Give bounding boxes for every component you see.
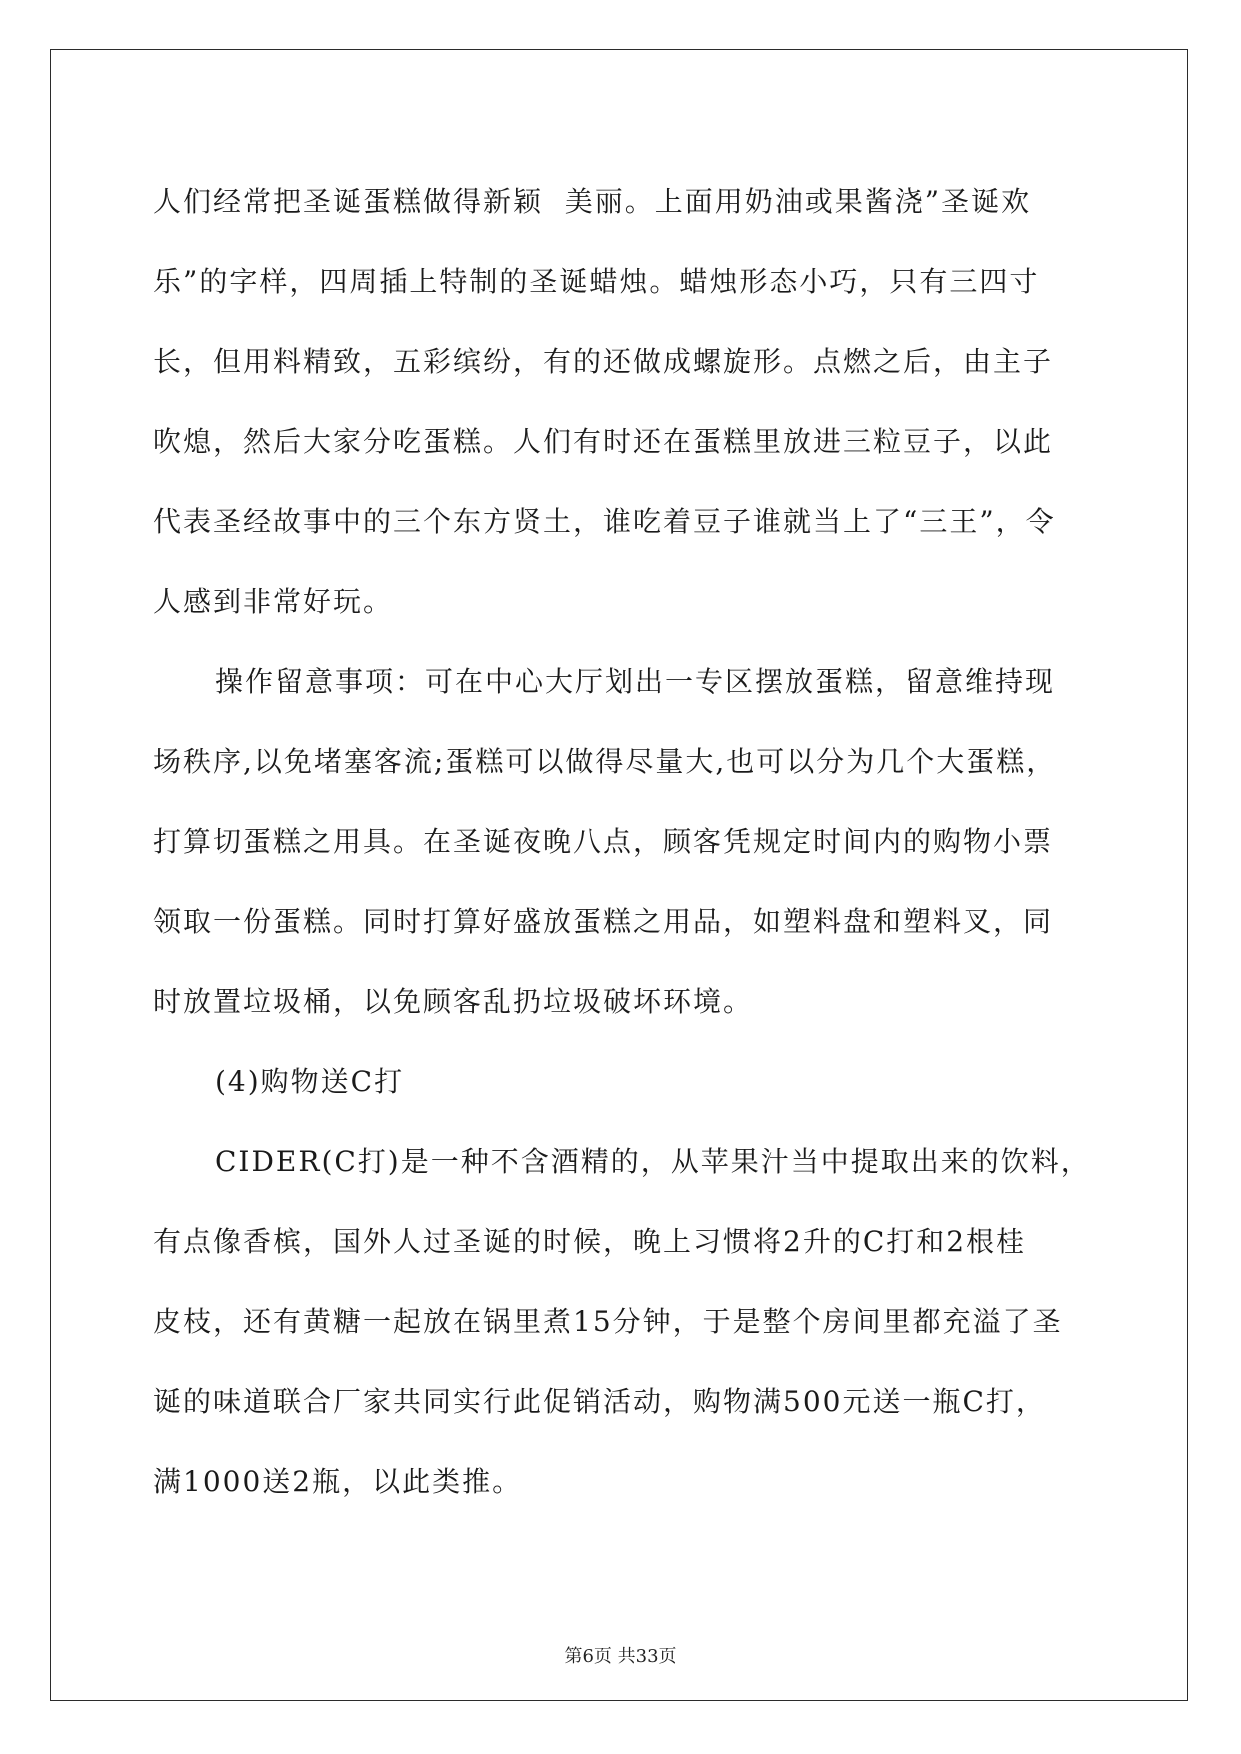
paragraph-line: 打算切蛋糕之用具。在圣诞夜晚八点，顾客凭规定时间内的购物小票 (153, 825, 1054, 858)
paragraph-line: 乐”的字样，四周插上特制的圣诞蜡烛。蜡烛形态小巧，只有三四寸 (153, 265, 1040, 298)
paragraph-line: 操作留意事项：可在中心大厅划出一专区摆放蛋糕，留意维持现 (215, 665, 1056, 698)
paragraph-line: 长，但用料精致，五彩缤纷，有的还做成螺旋形。点燃之后，由主子 (153, 345, 1054, 378)
document-body (153, 162, 1093, 1522)
paragraph-line: 领取一份蛋糕。同时打算好盛放蛋糕之用品，如塑料盘和塑料叉，同 (153, 905, 1054, 938)
paragraph-line: 时放置垃圾桶，以免顾客乱扔垃圾破坏环境。 (153, 985, 754, 1018)
paragraph-line: 有点像香槟，国外人过圣诞的时候，晚上习惯将2升的C打和2根桂 (153, 1225, 1027, 1258)
paragraph-line: 场秩序,以免堵塞客流;蛋糕可以做得尽量大,也可以分为几个大蛋糕， (153, 745, 1057, 778)
paragraph-line: 满1000送2瓶，以此类推。 (153, 1465, 523, 1498)
section-heading: (4)购物送C打 (215, 1065, 405, 1098)
paragraph-line: 皮枝，还有黄糖一起放在锅里煮15分钟，于是整个房间里都充溢了圣 (153, 1305, 1063, 1338)
page-number-footer: 第6页 共33页 (564, 1646, 677, 1667)
paragraph-line: 代表圣经故事中的三个东方贤土，谁吃着豆子谁就当上了“三王”，令 (153, 505, 1056, 538)
paragraph-line: 诞的味道联合厂家共同实行此促销活动，购物满500元送一瓶C打， (153, 1385, 1046, 1418)
paragraph-line: 人们经常把圣诞蛋糕做得新颖 美丽。上面用奶油或果酱浇”圣诞欢 (153, 185, 1032, 218)
paragraph-line: CIDER(C打)是一种不含酒精的，从苹果汁当中提取出来的饮料， (215, 1145, 1091, 1178)
paragraph-line: 吹熄，然后大家分吃蛋糕。人们有时还在蛋糕里放进三粒豆子，以此 (153, 425, 1054, 458)
paragraph-line: 人感到非常好玩。 (153, 585, 394, 618)
